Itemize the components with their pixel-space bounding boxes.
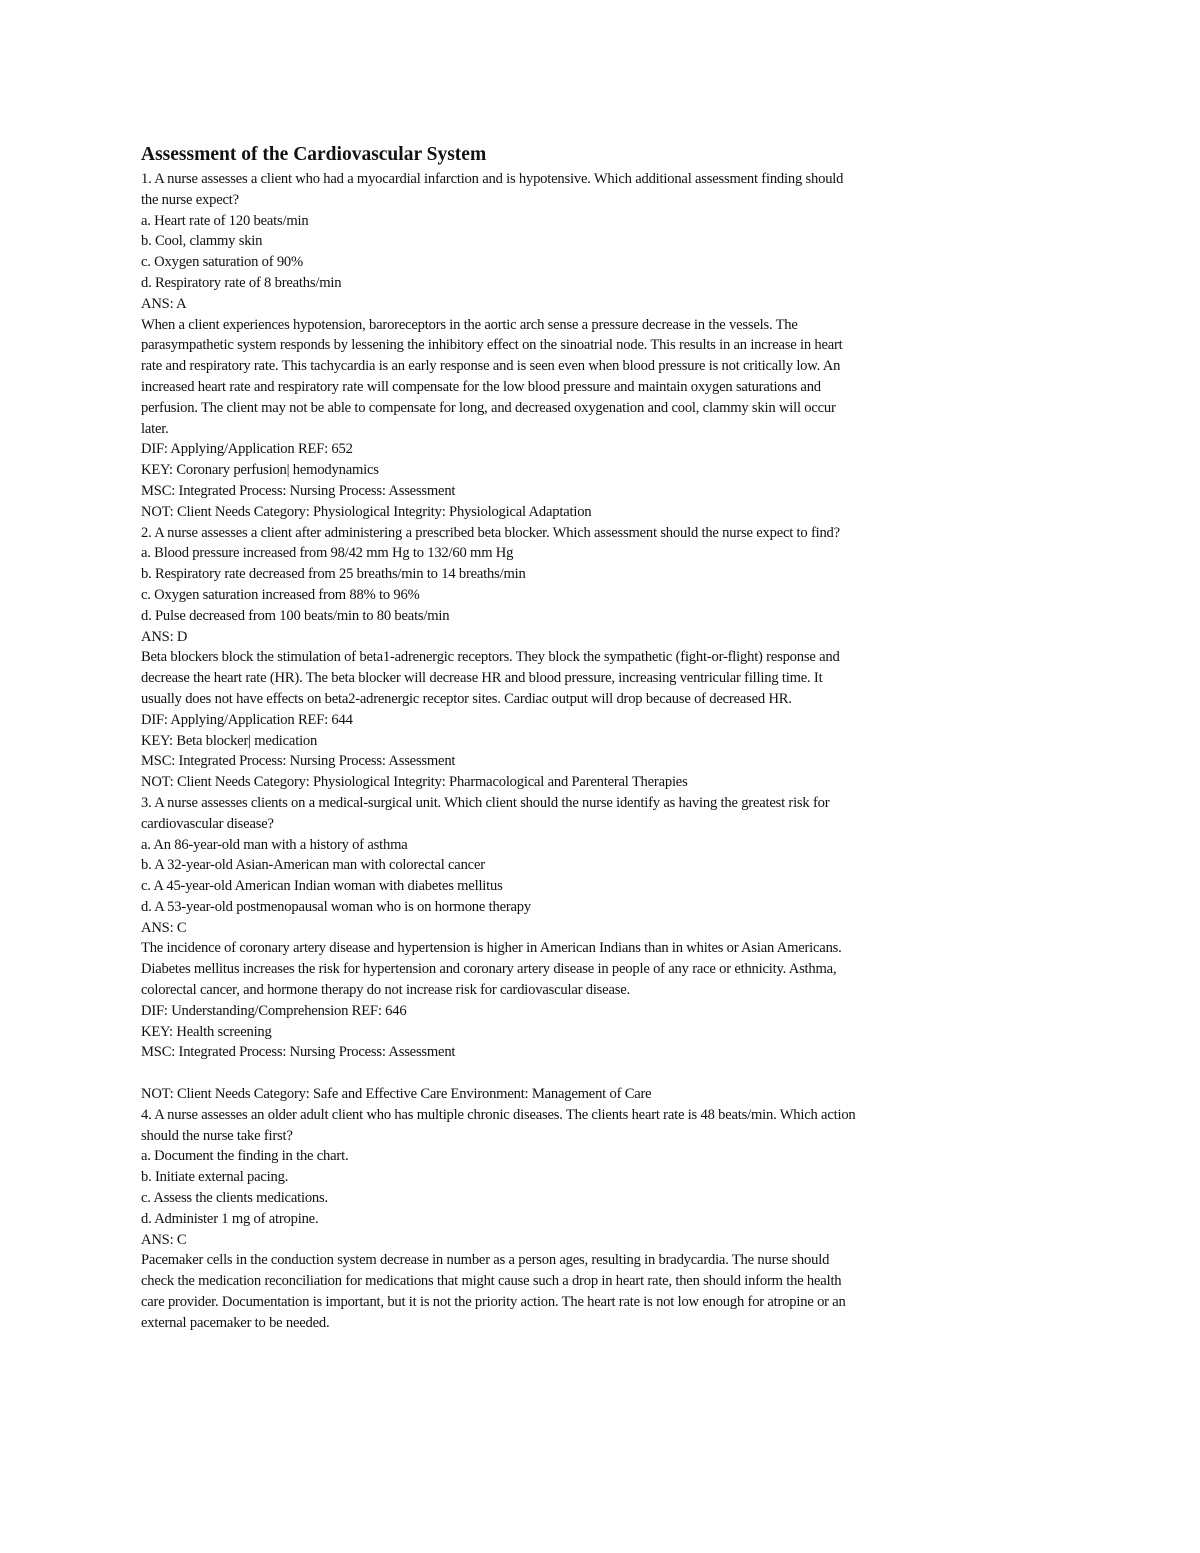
answer-option: a. An 86-year-old man with a history of asthma: [141, 836, 408, 853]
difficulty-reference: DIF: Applying/Application REF: 652: [141, 441, 353, 458]
answer-option: b. Cool, clammy skin: [141, 233, 263, 250]
question-block: [141, 793, 861, 1105]
answer-option: d. Administer 1 mg of atropine.: [141, 1210, 319, 1227]
msc-category: MSC: Integrated Process: Nursing Process: Assessment: [141, 753, 456, 770]
question-block: [141, 523, 861, 793]
answer-option: d. Respiratory rate of 8 breaths/min: [141, 274, 342, 291]
answer-option: c. A 45-year-old American Indian woman with diabetes mellitus: [141, 878, 503, 895]
rationale: When a client experiences hypotension, baroreceptors in the aortic arch sense a pressure decrease in the vessels. The parasympathetic system responds by lessening the inhibitory effect on the sinoatrial node. This results in an increase in heart rate and respiratory rate. This tachycardia is an early response and is seen even when blood pressure is not critically low. An increased heart rate and respiratory rate will compensate for the low blood pressure and maintain oxygen saturations and perfusion. The client may not be able to compensate for long, and decreased oxygenation and cool, clammy skin will occur later.: [141, 316, 843, 437]
difficulty-reference: DIF: Applying/Application REF: 644: [141, 711, 353, 728]
document-body: [141, 143, 861, 1334]
rationale: Pacemaker cells in the conduction system decrease in number as a person ages, resulting in bradycardia. The nurse should check the medication reconciliation for medications that might cause such a drop in heart rate, then should inform the health care provider. Documentation is important, but it is not the priority action. The heart rate is not low enough for atropine or an external pacemaker to be needed.: [141, 1252, 846, 1331]
answer-key: ANS: C: [141, 1231, 187, 1248]
msc-category: MSC: Integrated Process: Nursing Process: Assessment: [141, 482, 456, 499]
answer-option: a. Blood pressure increased from 98/42 mm Hg to 132/60 mm Hg: [141, 545, 514, 562]
question-stem: 1. A nurse assesses a client who had a myocardial infarction and is hypotensive. Which additional assessment finding should the nurse expect?: [141, 171, 844, 208]
answer-option: a. Heart rate of 120 beats/min: [141, 212, 309, 229]
answer-key: ANS: D: [141, 628, 188, 645]
question-block: [141, 169, 861, 523]
client-needs-category: NOT: Client Needs Category: Physiological Integrity: Pharmacological and Parenteral Therapies: [141, 774, 688, 791]
question-stem: 3. A nurse assesses clients on a medical-surgical unit. Which client should the nurse identify as having the greatest risk for cardiovascular disease?: [141, 794, 830, 832]
rationale: Beta blockers block the stimulation of beta1-adrenergic receptors. They block the sympathetic (fight-or-flight) response and decrease the heart rate (HR). The beta blocker will decrease HR and blood pressure, increasing ventricular filling time. It usually does not have effects on beta2-adrenergic receptor sites. Cardiac output will drop because of decreased HR.: [141, 649, 840, 707]
answer-option: b. Initiate external pacing.: [141, 1169, 289, 1186]
rationale: The incidence of coronary artery disease and hypertension is higher in American Indians than in whites or Asian Americans. Diabetes mellitus increases the risk for hypertension and coronary artery disease in people of any race or ethnicity. Asthma, colorectal cancer, and hormone therapy do not increase risk for cardiovascular disease.: [141, 940, 842, 999]
msc-category: MSC: Integrated Process: Nursing Process: Assessment: [141, 1044, 456, 1061]
blank-line: [141, 1063, 861, 1084]
answer-key: ANS: A: [141, 295, 187, 312]
document-title: Assessment of the Cardiovascular System: [141, 144, 487, 165]
answer-option: c. Oxygen saturation increased from 88% to 96%: [141, 586, 420, 603]
keywords: KEY: Coronary perfusion| hemodynamics: [141, 462, 379, 479]
answer-option: a. Document the finding in the chart.: [141, 1148, 349, 1165]
answer-option: d. Pulse decreased from 100 beats/min to 80 beats/min: [141, 607, 450, 624]
answer-option: b. Respiratory rate decreased from 25 breaths/min to 14 breaths/min: [141, 566, 526, 583]
question-stem: 4. A nurse assesses an older adult client who has multiple chronic diseases. The clients heart rate is 48 beats/min. Which action should the nurse take first?: [141, 1106, 856, 1144]
client-needs-category: NOT: Client Needs Category: Physiological Integrity: Physiological Adaptation: [141, 503, 592, 520]
answer-option: c. Oxygen saturation of 90%: [141, 254, 303, 271]
answer-option: b. A 32-year-old Asian-American man with colorectal cancer: [141, 857, 485, 874]
keywords: KEY: Beta blocker| medication: [141, 732, 318, 749]
answer-option: c. Assess the clients medications.: [141, 1190, 328, 1207]
answer-key: ANS: C: [141, 919, 187, 936]
question-stem: 2. A nurse assesses a client after administering a prescribed beta blocker. Which assessment should the nurse expect to find?: [141, 524, 840, 541]
client-needs-category: NOT: Client Needs Category: Safe and Effective Care Environment: Management of Care: [141, 1086, 652, 1103]
answer-option: d. A 53-year-old postmenopausal woman who is on hormone therapy: [141, 898, 531, 915]
keywords: KEY: Health screening: [141, 1023, 272, 1040]
question-block: [141, 1105, 861, 1334]
difficulty-reference: DIF: Understanding/Comprehension REF: 646: [141, 1002, 407, 1019]
